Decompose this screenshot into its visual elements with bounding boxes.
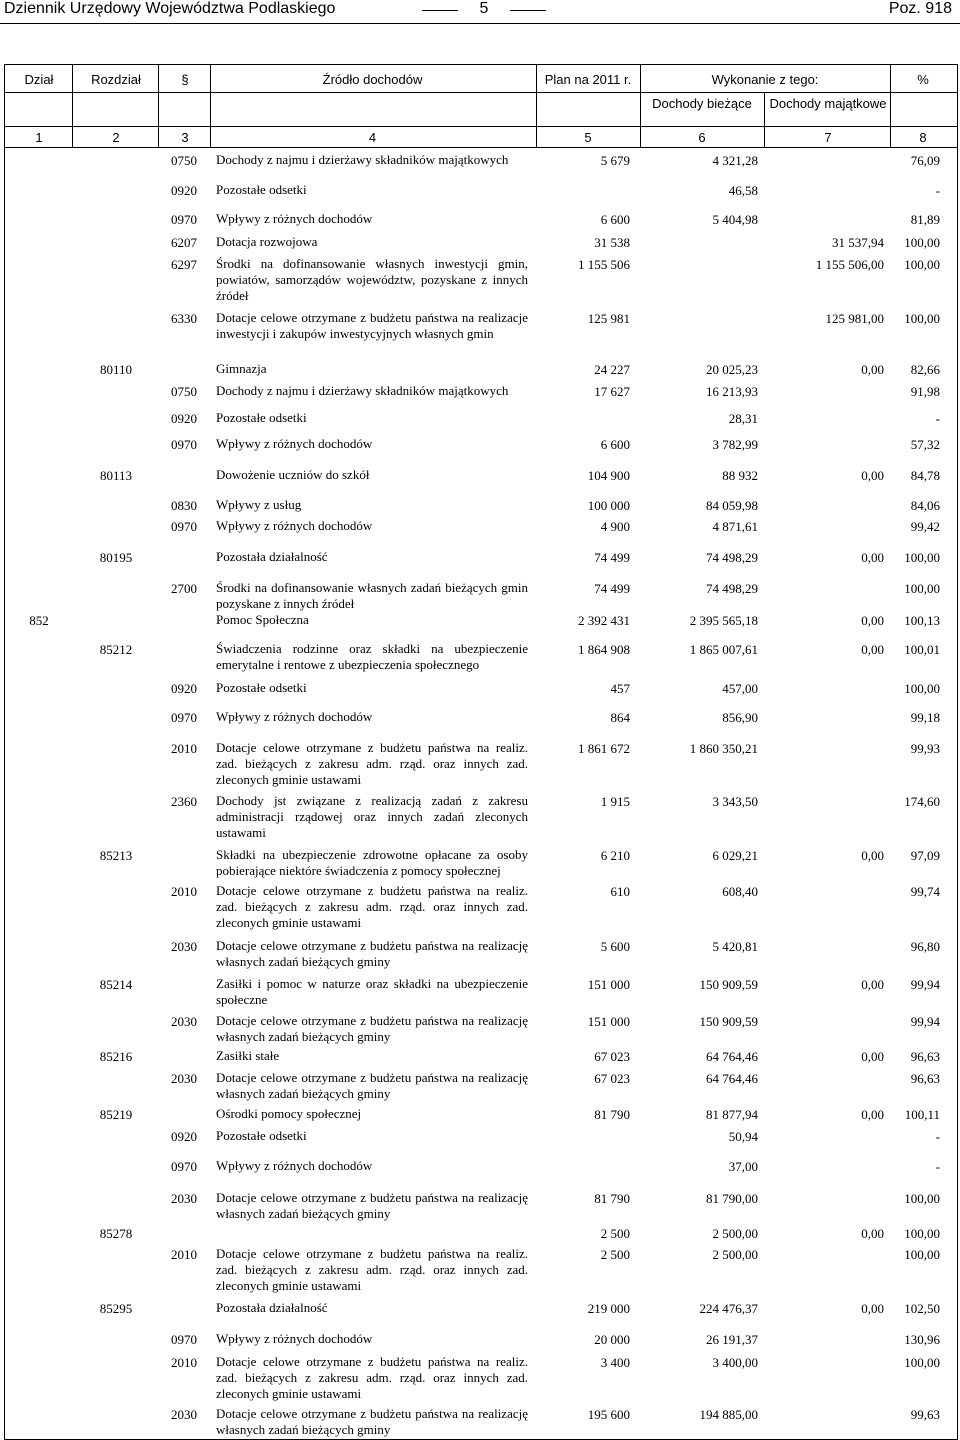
- column-number-2: 2: [112, 130, 120, 145]
- cell-pct: 102,50: [904, 1301, 940, 1316]
- cell-rozdzial: 85214: [99, 977, 133, 992]
- cell-pct: 174,60: [904, 794, 940, 809]
- col-header-plan: Plan na 2011 r.: [544, 72, 632, 87]
- cell-pct: 130,96: [904, 1332, 940, 1347]
- cell-desc: Zasiłki i pomoc w naturze oraz składki na ubezpieczenie społeczne: [216, 976, 528, 1007]
- cell-par: 0830: [171, 498, 197, 513]
- cell-pct: 100,00: [904, 681, 940, 696]
- header-rule: [0, 23, 960, 24]
- cell-biez: 2 395 565,18: [689, 613, 758, 628]
- col-header-biezace: Dochody bieżące: [652, 96, 752, 111]
- cell-plan: 67 023: [594, 1071, 630, 1086]
- cell-plan: 81 790: [594, 1191, 630, 1206]
- cell-plan: 2 392 431: [578, 613, 630, 628]
- cell-desc: Dotacje celowe otrzymane z budżetu państwa na realizację własnych zadań bieżących gminy: [216, 1190, 528, 1221]
- cell-biez: 3 782,99: [712, 437, 758, 452]
- cell-desc: Dotacje celowe otrzymane z budżetu państwa na realizację własnych zadań bieżących gminy: [216, 1070, 528, 1101]
- cell-biez: 81 790,00: [706, 1191, 758, 1206]
- cell-par: 0920: [171, 411, 197, 426]
- cell-maj: 0,00: [861, 977, 884, 992]
- cell-par: 0970: [171, 437, 197, 452]
- cell-plan: 610: [610, 884, 630, 899]
- cell-desc: Wpływy z różnych dochodów: [216, 211, 373, 226]
- cell-plan: 457: [610, 681, 630, 696]
- cell-desc: Dotacje celowe otrzymane z budżetu państwa na realiz. zad. bieżących z zakresu adm. rząd. oraz innych zad. zleconych gminie ustawami: [216, 1246, 528, 1293]
- cell-pct: 100,00: [904, 311, 940, 326]
- cell-desc: Dochody jst związane z realizacją zadań z zakresu administracji rządowej oraz innych zadań zleconych ustawami: [216, 793, 528, 840]
- cell-desc: Ośrodki pomocy społecznej: [216, 1106, 362, 1121]
- column-divider: [72, 64, 73, 147]
- cell-pct: 99,94: [910, 1014, 940, 1029]
- cell-plan: 1 915: [600, 794, 630, 809]
- cell-rozdzial: 85216: [99, 1049, 133, 1064]
- cell-desc: Zasiłki stałe: [216, 1048, 280, 1063]
- cell-biez: 4 321,28: [712, 153, 758, 168]
- row-divider: [4, 92, 957, 93]
- cell-desc: Dotacje celowe otrzymane z budżetu państwa na realizację własnych zadań bieżących gminy: [216, 1406, 528, 1437]
- cell-dzial: 852: [29, 613, 49, 628]
- cell-desc: Dowożenie uczniów do szkół: [216, 467, 370, 482]
- cell-maj: 0,00: [861, 1226, 884, 1241]
- cell-pct: 100,00: [904, 1226, 940, 1241]
- cell-pct: 100,00: [904, 1355, 940, 1370]
- cell-desc: Dochody z najmu i dzierżawy składników majątkowych: [216, 152, 509, 167]
- cell-pct: 99,42: [910, 519, 940, 534]
- column-divider: [158, 64, 159, 147]
- cell-biez: 150 909,59: [699, 977, 758, 992]
- cell-pct: 97,09: [910, 848, 940, 863]
- cell-biez: 88 932: [722, 468, 758, 483]
- cell-par: 2010: [171, 884, 197, 899]
- cell-par: 6207: [171, 235, 197, 250]
- cell-pct: 96,63: [910, 1049, 940, 1064]
- cell-pct: 96,80: [910, 939, 940, 954]
- col-header-majatkowe: Dochody majątkowe: [769, 96, 887, 111]
- cell-par: 2010: [171, 1247, 197, 1262]
- cell-pct: 100,01: [904, 642, 940, 657]
- page-number-rule-right: [510, 10, 546, 11]
- cell-rozdzial: 80110: [99, 362, 133, 377]
- position-number: Poz. 918: [888, 0, 952, 17]
- cell-desc: Świadczenia rodzinne oraz składki na ubezpieczenie emerytalne i rentowe z ubezpieczenia społecznego: [216, 641, 528, 672]
- cell-desc: Dotacje celowe otrzymane z budżetu państwa na realizację własnych zadań bieżących gminy: [216, 1013, 528, 1044]
- cell-desc: Dotacje celowe otrzymane z budżetu państwa na realiz. zad. bieżących z zakresu adm. rząd. oraz innych zad. zleconych gminie ustawami: [216, 740, 528, 787]
- cell-maj: 0,00: [861, 362, 884, 377]
- cell-biez: 2 500,00: [712, 1247, 758, 1262]
- cell-rozdzial: 85295: [99, 1301, 133, 1316]
- cell-maj: 0,00: [861, 1107, 884, 1122]
- cell-pct: 99,18: [910, 710, 940, 725]
- cell-par: 2030: [171, 939, 197, 954]
- cell-maj: 0,00: [861, 613, 884, 628]
- cell-par: 0920: [171, 1129, 197, 1144]
- cell-pct: 81,89: [910, 212, 940, 227]
- cell-par: 0750: [171, 153, 197, 168]
- cell-desc: Wpływy z różnych dochodów: [216, 1331, 373, 1346]
- cell-rozdzial: 80113: [99, 468, 133, 483]
- cell-plan: 6 600: [600, 437, 630, 452]
- cell-plan: 67 023: [594, 1049, 630, 1064]
- col-header-wykonanie: Wykonanie z tego:: [711, 72, 819, 87]
- cell-maj: 0,00: [861, 642, 884, 657]
- cell-plan: 3 400: [600, 1355, 630, 1370]
- cell-par: 2010: [171, 741, 197, 756]
- cell-plan: 5 679: [600, 153, 630, 168]
- cell-par: 0970: [171, 1332, 197, 1347]
- cell-plan: 151 000: [587, 977, 630, 992]
- cell-maj: 0,00: [861, 1049, 884, 1064]
- cell-biez: 224 476,37: [699, 1301, 758, 1316]
- cell-biez: 856,90: [722, 710, 758, 725]
- cell-biez: 50,94: [728, 1129, 758, 1144]
- cell-par: 0970: [171, 710, 197, 725]
- cell-biez: 64 764,46: [706, 1071, 758, 1086]
- page-header: [0, 0, 960, 24]
- cell-pct: 100,13: [904, 613, 940, 628]
- cell-par: 0970: [171, 1159, 197, 1174]
- cell-pct: 99,94: [910, 977, 940, 992]
- cell-pct: 99,74: [910, 884, 940, 899]
- cell-plan: 31 538: [594, 235, 630, 250]
- cell-pct: -: [935, 1129, 940, 1144]
- column-number-7: 7: [824, 130, 832, 145]
- cell-desc: Dotacje celowe otrzymane z budżetu państwa na realizację własnych zadań bieżących gminy: [216, 938, 528, 969]
- cell-plan: 6 600: [600, 212, 630, 227]
- cell-desc: Pomoc Społeczna: [216, 612, 309, 627]
- col-header-paragraf: §: [181, 72, 189, 87]
- cell-pct: 76,09: [910, 153, 940, 168]
- cell-plan: 2 500: [600, 1247, 630, 1262]
- cell-biez: 1 860 350,21: [689, 741, 758, 756]
- cell-pct: 99,63: [910, 1407, 940, 1422]
- column-number-1: 1: [35, 130, 43, 145]
- cell-par: 0970: [171, 519, 197, 534]
- cell-desc: Dotacje celowe otrzymane z budżetu państwa na realizacje inwestycji i zakupów inwestycyjnych własnych gmin: [216, 310, 528, 341]
- cell-plan: 81 790: [594, 1107, 630, 1122]
- cell-plan: 74 499: [594, 581, 630, 596]
- cell-par: 2010: [171, 1355, 197, 1370]
- cell-plan: 24 227: [594, 362, 630, 377]
- column-number-6: 6: [698, 130, 706, 145]
- col-header-dzial: Dział: [24, 72, 54, 87]
- column-number-5: 5: [584, 130, 592, 145]
- cell-pct: -: [935, 183, 940, 198]
- cell-biez: 74 498,29: [706, 550, 758, 565]
- cell-biez: 46,58: [728, 183, 758, 198]
- cell-desc: Środki na dofinansowanie własnych zadań bieżących gmin pozyskane z innych źródeł: [216, 580, 528, 611]
- cell-par: 0920: [171, 183, 197, 198]
- cell-maj: 125 981,00: [825, 311, 884, 326]
- cell-plan: 125 981: [587, 311, 630, 326]
- row-divider: [4, 147, 957, 148]
- cell-pct: 91,98: [910, 384, 940, 399]
- cell-desc: Wpływy z usług: [216, 497, 302, 512]
- cell-desc: Wpływy z różnych dochodów: [216, 709, 373, 724]
- cell-desc: Wpływy z różnych dochodów: [216, 436, 373, 451]
- page-number: 5: [479, 0, 489, 17]
- cell-rozdzial: 85213: [99, 848, 133, 863]
- cell-biez: 2 500,00: [712, 1226, 758, 1241]
- cell-plan: 1 155 506: [578, 257, 630, 272]
- cell-desc: Pozostałe odsetki: [216, 182, 307, 197]
- cell-pct: 100,00: [904, 550, 940, 565]
- cell-biez: 28,31: [728, 411, 758, 426]
- cell-par: 6297: [171, 257, 197, 272]
- cell-desc: Gimnazja: [216, 361, 267, 376]
- col-header-rozdzial: Rozdział: [91, 72, 141, 87]
- cell-plan: 1 861 672: [578, 741, 630, 756]
- cell-biez: 6 029,21: [712, 848, 758, 863]
- cell-plan: 1 864 908: [578, 642, 630, 657]
- cell-biez: 81 877,94: [706, 1107, 758, 1122]
- col-header-zrodlo: Źródło dochodów: [322, 72, 423, 87]
- cell-par: 2030: [171, 1014, 197, 1029]
- cell-plan: 151 000: [587, 1014, 630, 1029]
- cell-plan: 20 000: [594, 1332, 630, 1347]
- cell-rozdzial: 85212: [99, 642, 133, 657]
- cell-desc: Pozostałe odsetki: [216, 410, 307, 425]
- cell-par: 2030: [171, 1407, 197, 1422]
- cell-maj: 0,00: [861, 848, 884, 863]
- column-number-4: 4: [368, 130, 377, 145]
- cell-biez: 150 909,59: [699, 1014, 758, 1029]
- cell-desc: Środki na dofinansowanie własnych inwestycji gmin, powiatów, samorządów województw, pozyskane z innych źródeł: [216, 256, 528, 303]
- column-divider: [764, 92, 765, 147]
- cell-pct: 100,11: [904, 1107, 940, 1122]
- cell-biez: 20 025,23: [706, 362, 758, 377]
- cell-pct: -: [935, 411, 940, 426]
- cell-desc: Wpływy z różnych dochodów: [216, 1158, 373, 1173]
- cell-desc: Dotacja rozwojowa: [216, 234, 318, 249]
- cell-plan: 4 900: [600, 519, 630, 534]
- page-number-rule-left: [422, 10, 458, 11]
- cell-biez: 74 498,29: [706, 581, 758, 596]
- cell-biez: 608,40: [722, 884, 758, 899]
- cell-maj: 1 155 506,00: [815, 257, 884, 272]
- cell-par: 2360: [171, 794, 197, 809]
- cell-desc: Pozostała działalność: [216, 1300, 328, 1315]
- cell-par: 6330: [171, 311, 197, 326]
- cell-desc: Dotacje celowe otrzymane z budżetu państwa na realiz. zad. bieżących z zakresu adm. rząd. oraz innych zad. zleconych gminie ustawami: [216, 1354, 528, 1401]
- cell-plan: 195 600: [587, 1407, 630, 1422]
- cell-pct: 100,00: [904, 581, 940, 596]
- cell-rozdzial: 85278: [99, 1226, 133, 1241]
- cell-rozdzial: 85219: [99, 1107, 133, 1122]
- cell-pct: 100,00: [904, 1191, 940, 1206]
- cell-plan: 5 600: [600, 939, 630, 954]
- cell-par: 0750: [171, 384, 197, 399]
- cell-desc: Pozostałe odsetki: [216, 1128, 307, 1143]
- cell-pct: -: [935, 1159, 940, 1174]
- cell-plan: 74 499: [594, 550, 630, 565]
- cell-plan: 864: [610, 710, 630, 725]
- cell-pct: 99,93: [910, 741, 940, 756]
- cell-biez: 5 404,98: [712, 212, 758, 227]
- cell-plan: 2 500: [600, 1226, 630, 1241]
- cell-biez: 457,00: [722, 681, 758, 696]
- cell-biez: 5 420,81: [712, 939, 758, 954]
- cell-plan: 17 627: [594, 384, 630, 399]
- cell-biez: 194 885,00: [699, 1407, 758, 1422]
- cell-plan: 100 000: [587, 498, 630, 513]
- cell-pct: 100,00: [904, 235, 940, 250]
- cell-pct: 100,00: [904, 1247, 940, 1262]
- cell-desc: Składki na ubezpieczenie zdrowotne opłacane za osoby pobierające niektóre świadczenia z pomocy społecznej: [216, 847, 528, 878]
- cell-par: 2030: [171, 1191, 197, 1206]
- cell-biez: 26 191,37: [706, 1332, 758, 1347]
- cell-par: 0920: [171, 681, 197, 696]
- cell-pct: 84,06: [910, 498, 940, 513]
- column-number-8: 8: [919, 130, 927, 145]
- row-divider: [4, 126, 957, 127]
- cell-plan: 104 900: [587, 468, 630, 483]
- cell-maj: 0,00: [861, 1301, 884, 1316]
- cell-biez: 16 213,93: [706, 384, 758, 399]
- cell-maj: 31 537,94: [832, 235, 884, 250]
- cell-biez: 4 871,61: [712, 519, 758, 534]
- cell-pct: 96,63: [910, 1071, 940, 1086]
- col-header-procent: %: [917, 72, 929, 87]
- cell-maj: 0,00: [861, 550, 884, 565]
- cell-desc: Dochody z najmu i dzierżawy składników majątkowych: [216, 383, 509, 398]
- cell-pct: 84,78: [910, 468, 940, 483]
- cell-par: 2030: [171, 1071, 197, 1086]
- cell-par: 2700: [171, 581, 197, 596]
- cell-biez: 1 865 007,61: [689, 642, 758, 657]
- cell-biez: 64 764,46: [706, 1049, 758, 1064]
- cell-desc: Wpływy z różnych dochodów: [216, 518, 373, 533]
- cell-plan: 6 210: [600, 848, 630, 863]
- cell-pct: 82,66: [910, 362, 940, 377]
- cell-desc: Dotacje celowe otrzymane z budżetu państwa na realiz. zad. bieżących z zakresu adm. rząd. oraz innych zad. zleconych gminie ustawami: [216, 883, 528, 930]
- cell-biez: 3 400,00: [712, 1355, 758, 1370]
- journal-title: Dziennik Urzędowy Województwa Podlaskiego: [4, 0, 336, 17]
- column-number-3: 3: [181, 130, 189, 145]
- cell-pct: 57,32: [910, 437, 940, 452]
- cell-rozdzial: 80195: [99, 550, 133, 565]
- cell-biez: 3 343,50: [712, 794, 758, 809]
- cell-plan: 219 000: [587, 1301, 630, 1316]
- cell-biez: 84 059,98: [706, 498, 758, 513]
- cell-maj: 0,00: [861, 468, 884, 483]
- cell-desc: Pozostała działalność: [216, 549, 328, 564]
- cell-biez: 37,00: [728, 1159, 758, 1174]
- cell-pct: 100,00: [904, 257, 940, 272]
- cell-par: 0970: [171, 212, 197, 227]
- cell-desc: Pozostałe odsetki: [216, 680, 307, 695]
